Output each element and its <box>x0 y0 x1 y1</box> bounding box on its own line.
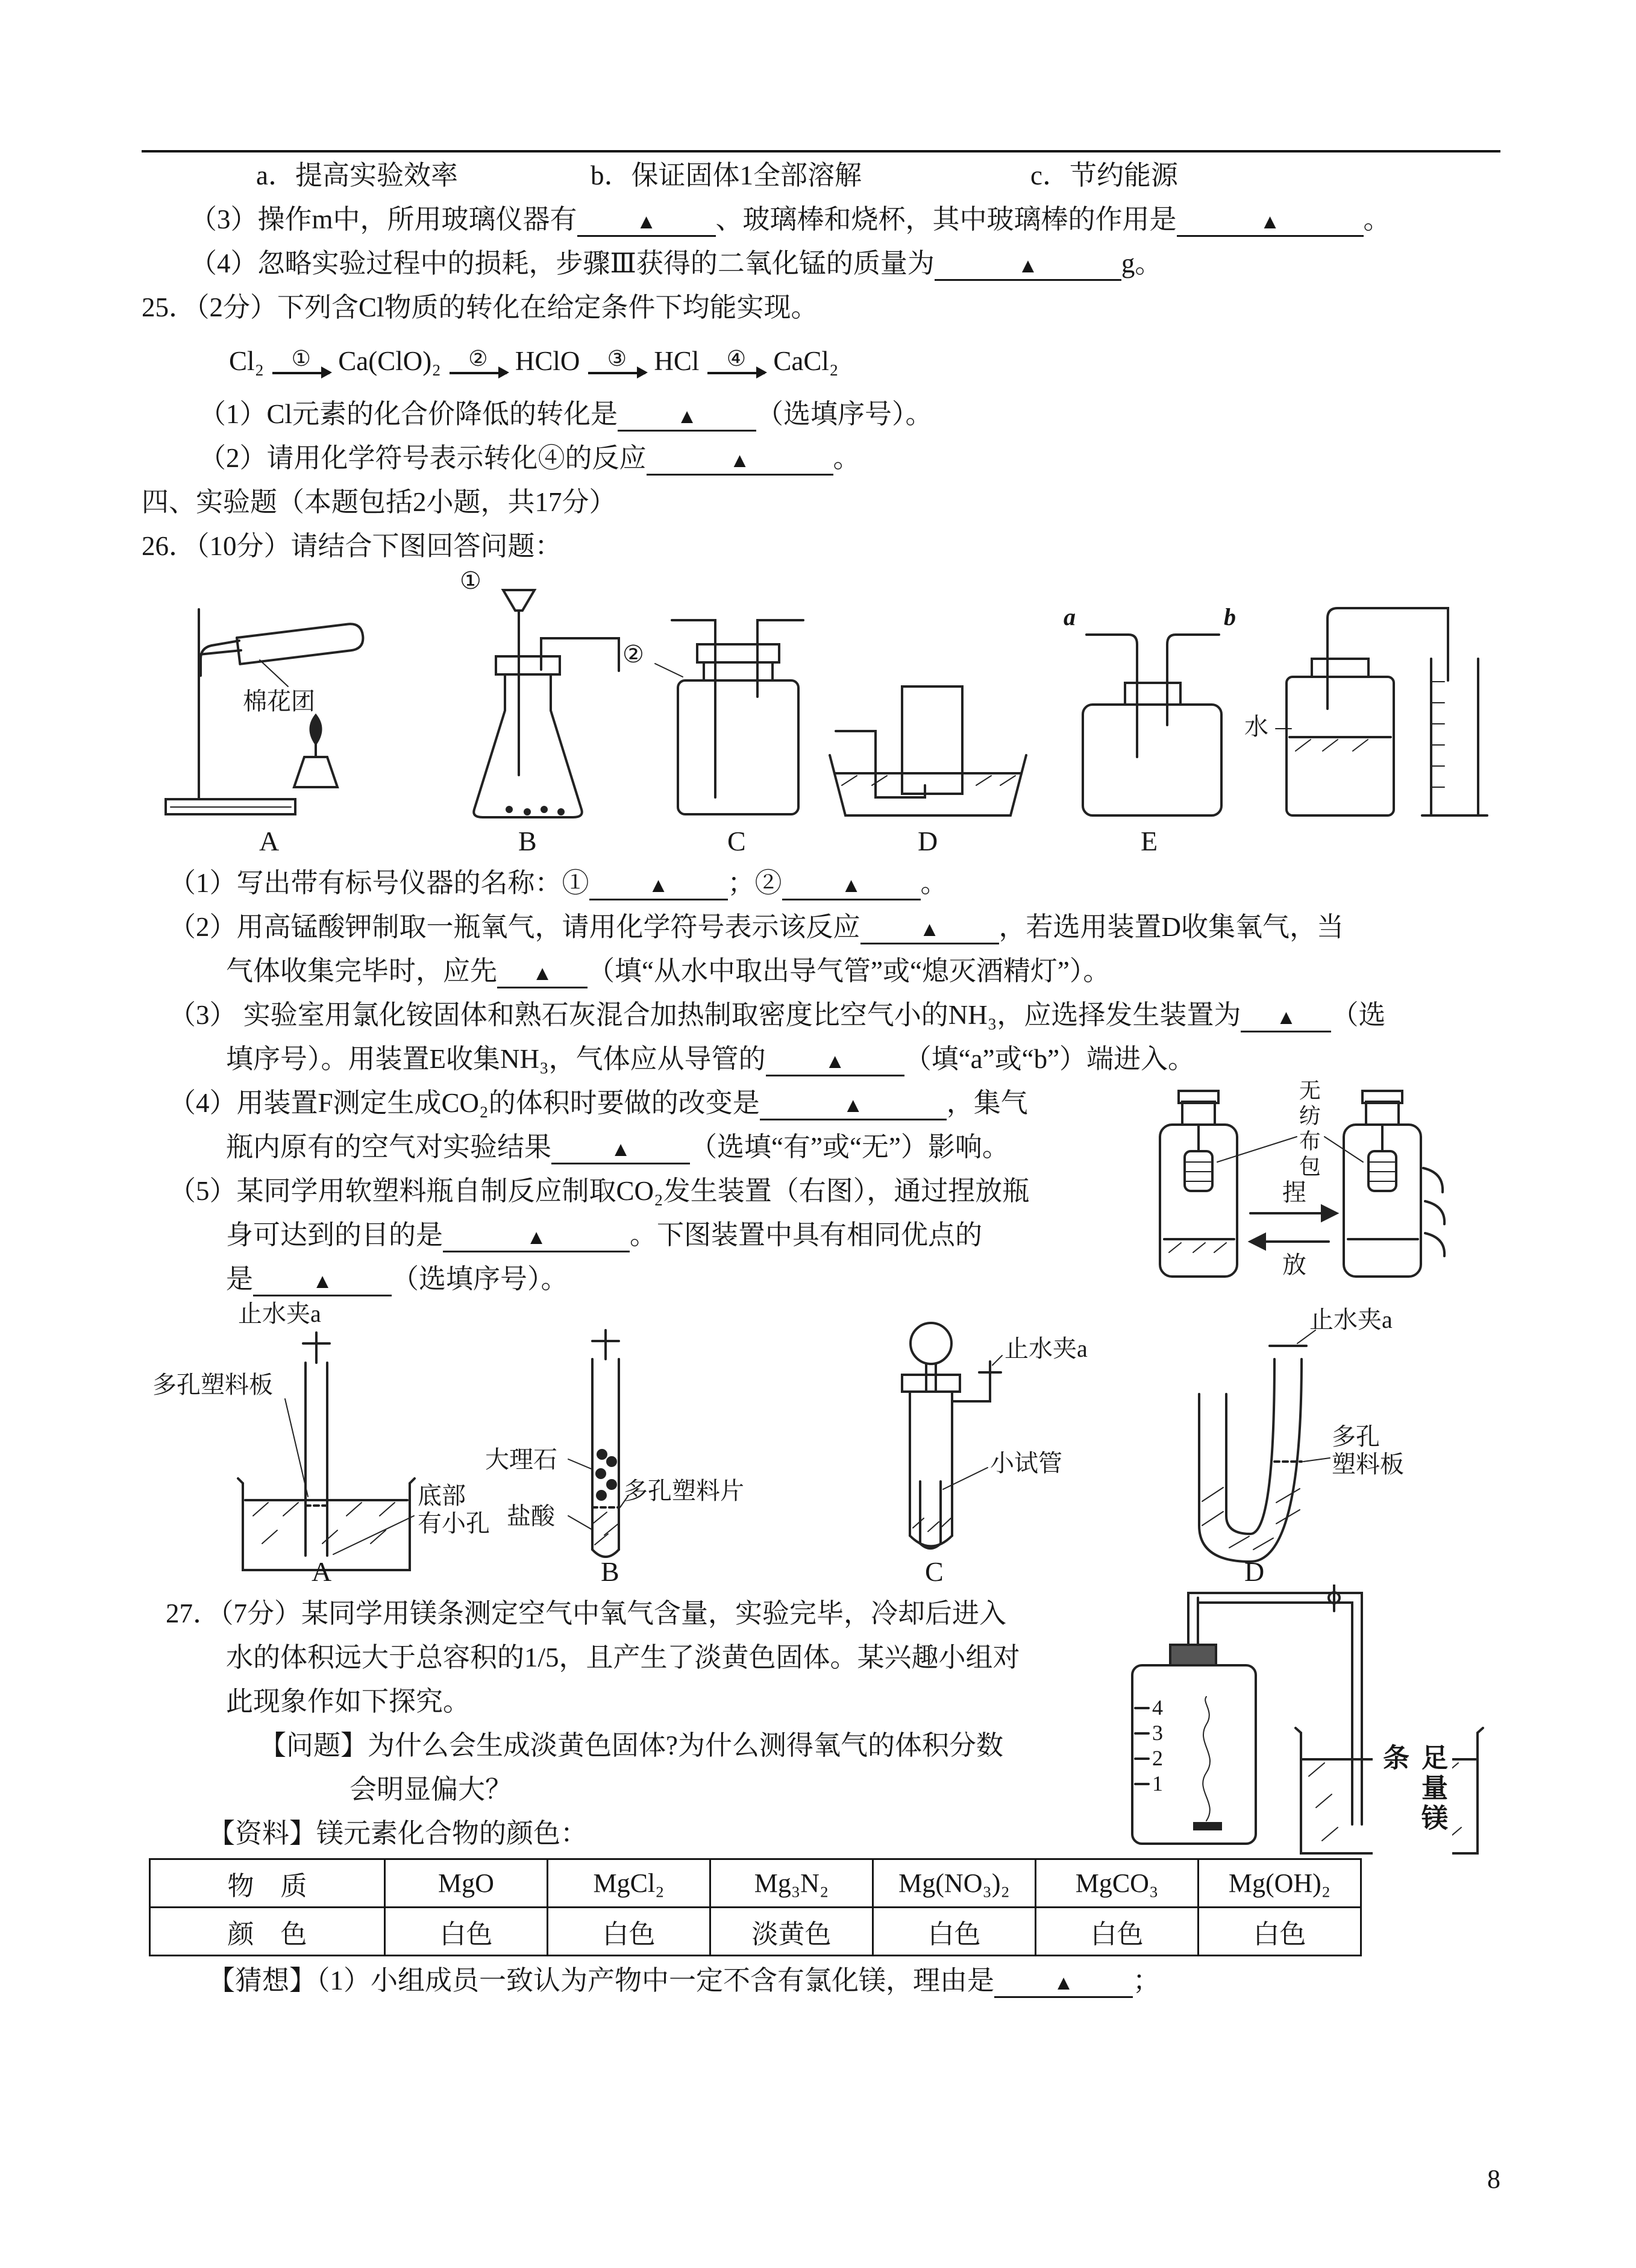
label-holes-at-bottom <box>418 1482 490 1538</box>
apparatus-letter-e: E <box>1141 826 1158 856</box>
magnesium-experiment-figure <box>1117 1585 1491 1862</box>
answer-blank: ▲ <box>618 407 756 432</box>
reaction-arrow <box>450 348 507 374</box>
table-cell: MgCl₂ <box>548 1859 710 1908</box>
q26-apparatus-figure <box>142 567 1494 856</box>
text-run: （4）忽略实验过程中的损耗，步骤Ⅲ获得的二氧化锰的质量为 <box>190 248 935 278</box>
label-tube-b: b <box>1224 603 1236 630</box>
text-run: g。 <box>1121 248 1162 278</box>
table-cell: 白色 <box>873 1908 1036 1956</box>
text-run: 填序号）。用装置E收集NH₃，气体应从导管的 <box>226 1044 766 1074</box>
table-cell: MgCO₃ <box>1036 1859 1199 1908</box>
text-run: （2）请用化学符号表示转化④的反应 <box>199 443 647 473</box>
q24-item3 <box>142 198 1494 242</box>
table-cell: 淡黄色 <box>710 1908 873 1956</box>
arrow-shaft <box>272 372 330 374</box>
text-run: 【问题】为什么会生成淡黄色固体?为什么测得氧气的体积分数 <box>259 1730 1003 1761</box>
text-run: 26．（10分）请结合下图回答问题： <box>142 531 562 561</box>
table-cell: Mg(NO₃)₂ <box>873 1859 1036 1908</box>
label-pinch-clamp-c: 止水夹a <box>1004 1335 1088 1362</box>
label-cotton-plug: 棉花团 <box>243 688 315 715</box>
label-circled-1: ① <box>460 567 481 594</box>
label-pinch-clamp-a: 止水夹a <box>238 1300 321 1327</box>
text-run: 。下图装置中具有相同优点的 <box>630 1220 983 1250</box>
apparatus-letter-b: B <box>518 826 537 856</box>
answer-blank: ▲ <box>935 256 1121 281</box>
text-run: （3） 实验室用氯化铵固体和熟石灰混合加热制取密度比空气小的NH₃，应选择发生装置为 <box>169 1000 1241 1030</box>
table-cell: 物 质 <box>150 1859 385 1908</box>
q26-sub2-line2 <box>142 949 1494 993</box>
text-run: （2）用高锰酸钾制取一瓶氧气，请用化学符号表示该反应 <box>169 912 860 942</box>
text-run: （填“a”或“b”）端进入。 <box>904 1044 1196 1074</box>
option-letter-d: D <box>1244 1556 1265 1587</box>
label-squeeze: 捏 <box>1282 1179 1306 1206</box>
answer-blank: ▲ <box>760 1096 947 1120</box>
text-run: 【资料】镁元素化合物的颜色： <box>208 1818 588 1849</box>
text-run: （选填序号）。 <box>392 1264 568 1294</box>
text-run: ，若选用装置D收集氧气，当 <box>998 912 1344 942</box>
text-run: 。 <box>1363 204 1391 234</box>
q26-sub5-options-figure <box>142 1300 1494 1587</box>
label-release: 放 <box>1282 1251 1306 1278</box>
q27-guess-line <box>142 1959 1494 2003</box>
text-run: （3）操作m中，所用玻璃仪器有 <box>190 204 577 234</box>
text-run: （选填“有”或“无”）影响。 <box>690 1132 1009 1162</box>
table-cell: 白色 <box>385 1908 548 1956</box>
chemical-formula: CaCl₂ <box>773 345 839 376</box>
text-run: 底部 <box>418 1482 466 1509</box>
arrow-shaft <box>588 372 645 374</box>
apparatus-letter-d: D <box>918 826 938 856</box>
exam-page-content <box>142 148 1494 2003</box>
option-letter-c: C <box>925 1556 944 1587</box>
answer-blank: ▲ <box>253 1272 392 1296</box>
q25-sub2 <box>142 436 1494 480</box>
text-run: ； <box>1133 1965 1161 1996</box>
chemical-formula: Ca(ClO)₂ <box>338 345 441 376</box>
text-run: ；② <box>727 868 782 898</box>
text-run: 瓶内原有的空气对实验结果 <box>226 1132 552 1162</box>
text-run: 气体收集完毕时，应先 <box>226 956 498 986</box>
q27-block <box>142 1592 1494 2003</box>
text-run: 。 <box>833 443 860 473</box>
text-run: 水的体积远大于总容积的1/5，且产生了淡黄色固体。某兴趣小组对 <box>226 1642 1020 1673</box>
apparatus-letter-a: A <box>259 826 280 856</box>
answer-blank: ▲ <box>860 920 999 944</box>
option-letter-b: B <box>601 1556 619 1587</box>
q24-item4 <box>142 242 1494 286</box>
step-number: ③ <box>607 347 627 371</box>
divider <box>142 150 1500 152</box>
text-run: （1）写出带有标号仪器的名称：① <box>169 868 589 898</box>
q26-sub45-block <box>142 1081 1494 1301</box>
label-water: 水 <box>1244 713 1268 740</box>
text-run: 25．（2分）下列含Cl物质的转化在给定条件下均能实现。 <box>142 292 818 322</box>
table-cell: Mg₃N₂ <box>710 1859 873 1908</box>
table-row <box>150 1859 1361 1908</box>
answer-blank: ▲ <box>577 212 716 237</box>
label-marble: 大理石 <box>485 1446 557 1473</box>
text-run: （4）用装置F测定生成CO₂的体积时要做的改变是 <box>169 1088 760 1118</box>
label-small-test-tube: 小试管 <box>990 1450 1062 1477</box>
arrow-shaft <box>450 372 507 374</box>
answer-blank: ▲ <box>443 1228 630 1252</box>
step-number: ① <box>291 347 311 371</box>
text-run: （填“从水中取出导气管”或“熄灭酒精灯”）。 <box>588 956 1111 986</box>
jar-tick-1: 1 <box>1152 1771 1163 1795</box>
label-pinch-clamp-d: 止水夹a <box>1309 1306 1393 1333</box>
apparatus-letter-c: C <box>727 826 746 856</box>
step-number: ④ <box>726 347 747 371</box>
text-run: 多孔 <box>1332 1423 1380 1450</box>
text-run: （选填序号）。 <box>756 399 933 429</box>
option-b: b．保证固体1全部溶解 <box>590 160 862 190</box>
arrow-shaft <box>707 372 765 374</box>
apparatus-options-drawing <box>142 1304 1494 1587</box>
jar-tick-3: 3 <box>1152 1721 1163 1745</box>
answer-blank: ▲ <box>1177 212 1364 237</box>
reaction-arrow <box>588 348 645 374</box>
q25-sub1 <box>142 392 1494 436</box>
magnesium-compound-color-table <box>149 1858 1362 1956</box>
answer-blank: ▲ <box>497 964 588 988</box>
answer-blank: ▲ <box>589 876 728 900</box>
apparatus-row-drawing <box>142 573 1494 856</box>
text-run: 四、实验题（本题包括2小题，共17分） <box>142 487 616 517</box>
q26-sub3-line2 <box>142 1037 1494 1081</box>
label-nonwoven-bag: 无纺布包 <box>1296 1079 1321 1180</box>
q26-sub3-line1 <box>142 993 1494 1037</box>
label-porous-sheet: 多孔塑料片 <box>624 1477 744 1504</box>
step-number: ② <box>468 347 488 371</box>
mc-options-line <box>142 154 1494 198</box>
page-number: 8 <box>1487 2164 1500 2194</box>
answer-blank: ▲ <box>1241 1008 1331 1032</box>
table-cell: Mg(OH)₂ <box>1199 1859 1361 1908</box>
text-run: 会明显偏大？ <box>349 1774 513 1805</box>
text-run: （选 <box>1331 1000 1386 1030</box>
answer-blank: ▲ <box>782 876 921 900</box>
text-run: 27．（7分）某同学用镁条测定空气中氧气含量，实验完毕，冷却后进入 <box>166 1598 1007 1629</box>
text-run: （5）某同学用软塑料瓶自制反应制取CO₂发生装置（右图），通过捏放瓶 <box>169 1176 1030 1206</box>
chemical-formula: HCl <box>654 345 700 376</box>
label-porous-plate-d <box>1332 1423 1404 1478</box>
text-run: ，集气 <box>946 1088 1028 1118</box>
q26-sub1 <box>142 861 1494 905</box>
answer-blank: ▲ <box>766 1052 904 1076</box>
reaction-arrow <box>272 348 330 374</box>
squeeze-bottle-figure <box>1145 1078 1494 1295</box>
q26-stem <box>142 524 1494 568</box>
q26-sub2-line1 <box>142 905 1494 949</box>
label-hydrochloric-acid: 盐酸 <box>507 1503 555 1530</box>
answer-blank: ▲ <box>994 1973 1133 1998</box>
jar-tick-2: 2 <box>1152 1746 1163 1770</box>
option-a: a．提高实验效率 <box>256 160 458 190</box>
label-porous-plate: 多孔塑料板 <box>152 1371 273 1398</box>
table-cell: MgO <box>385 1859 548 1908</box>
table-row <box>150 1908 1361 1956</box>
option-c: c．节约能源 <box>1030 160 1178 190</box>
answer-blank: ▲ <box>647 451 833 476</box>
label-circled-2: ② <box>622 641 644 668</box>
option-letter-a: A <box>312 1556 332 1587</box>
answer-blank: ▲ <box>551 1140 690 1164</box>
text-run: 、玻璃棒和烧杯，其中玻璃棒的作用是 <box>715 204 1177 234</box>
table-cell: 白色 <box>548 1908 710 1956</box>
text-run: 【猜想】（1）小组成员一致认为产物中一定不含有氯化镁，理由是 <box>208 1965 995 1996</box>
label-tube-a: a <box>1064 603 1076 630</box>
label-magnesium-strip: 足量镁条 <box>1373 1742 1452 1862</box>
q25-stem <box>142 286 1494 330</box>
table-cell: 颜 色 <box>150 1908 385 1956</box>
chemical-formula: Cl₂ <box>229 345 265 376</box>
text-run: 有小孔 <box>418 1510 490 1537</box>
jar-tick-4: 4 <box>1152 1695 1163 1720</box>
text-run: 塑料板 <box>1332 1451 1404 1478</box>
q25-reaction-chain <box>142 330 1494 392</box>
text-run: 。 <box>920 868 948 898</box>
chemical-formula: HClO <box>515 345 580 376</box>
text-run: 是 <box>226 1264 254 1294</box>
text-run: （1）Cl元素的化合价降低的转化是 <box>199 399 618 429</box>
section-4-heading <box>142 480 1494 524</box>
table-cell: 白色 <box>1199 1908 1361 1956</box>
reaction-arrow <box>707 348 765 374</box>
text-run: 此现象作如下探究。 <box>226 1686 471 1717</box>
text-run: 身可达到的目的是 <box>226 1220 443 1250</box>
table-cell: 白色 <box>1036 1908 1199 1956</box>
